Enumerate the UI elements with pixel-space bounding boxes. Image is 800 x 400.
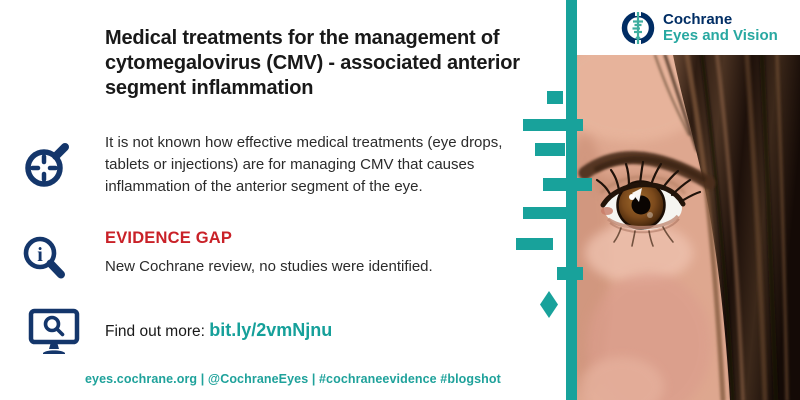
info-magnifier-icon <box>18 232 70 293</box>
monitor-search-icon <box>26 306 82 363</box>
forest-plot-bar-2 <box>523 119 583 131</box>
evidence-gap-detail: New Cochrane review, no studies were identified. <box>105 258 433 275</box>
find-out-more <box>105 320 332 341</box>
svg-text:i: i <box>37 244 43 266</box>
forest-plot-diamond-icon <box>540 291 558 318</box>
find-out-more-label: Find out more: <box>105 323 210 340</box>
brand-subunit: Eyes and Vision <box>663 26 778 44</box>
brand-text <box>663 12 778 44</box>
forest-plot-bar-4 <box>543 178 592 191</box>
summary-line: It is not known how effective medical treatments (eye drops, <box>105 134 503 151</box>
forest-plot-bar-5 <box>523 207 568 219</box>
brand-name: Cochrane <box>663 10 733 28</box>
footer-handles: eyes.cochrane.org | @CochraneEyes | #cochraneevidence #blogshot <box>85 372 501 386</box>
title-line: cytomegalovirus (CMV) - associated anterior <box>105 52 520 74</box>
forest-plot-bar-7 <box>557 267 583 280</box>
summary-line: inflammation of the anterior segment of the eye. <box>105 178 423 195</box>
cochrane-logo-icon <box>621 11 655 45</box>
eye-photo <box>577 55 800 400</box>
forest-plot-bar-1 <box>547 91 563 104</box>
forest-plot-axis <box>566 0 577 400</box>
title-line: segment inflammation <box>105 77 314 99</box>
stopwatch-crosshair-icon <box>20 138 74 197</box>
forest-plot-bar-6 <box>516 238 553 250</box>
summary-line: tablets or injections) are for managing CMV that causes <box>105 156 475 173</box>
bitly-link[interactable]: bit.ly/2vmNjnu <box>209 320 333 340</box>
page-title <box>105 26 520 101</box>
evidence-gap-label: EVIDENCE GAP <box>105 229 233 247</box>
brand-band <box>577 0 800 55</box>
summary-text <box>105 132 502 198</box>
title-line: Medical treatments for the management of <box>105 27 500 49</box>
forest-plot-bar-3 <box>535 143 565 156</box>
